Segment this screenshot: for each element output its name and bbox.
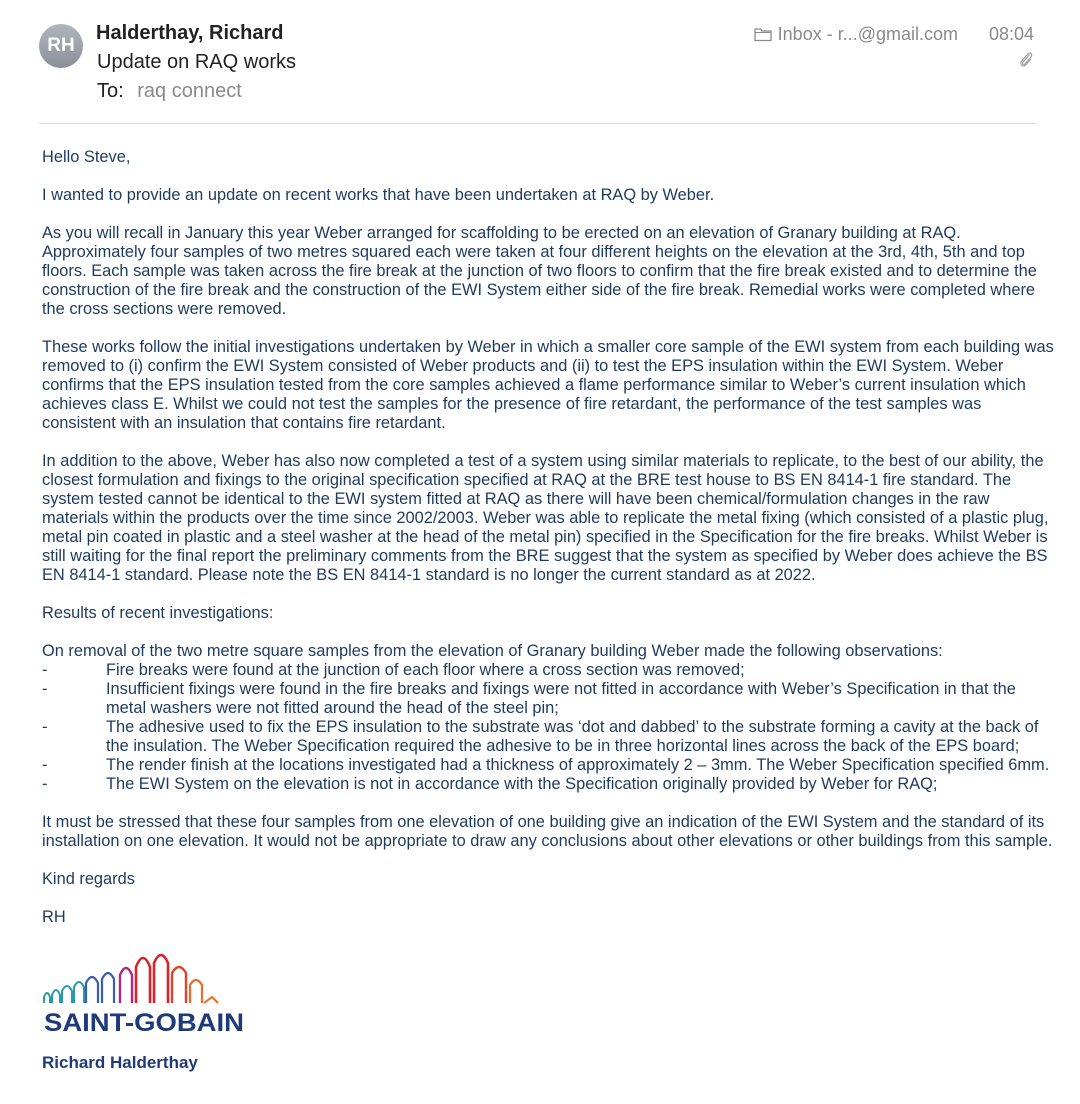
mailbox-folder[interactable] [754,24,958,45]
saint-gobain-logo [42,941,252,1041]
message-body [42,148,1054,1072]
list-item [42,661,1054,680]
greeting: Hello Steve, [42,148,131,166]
list-item [42,756,1054,775]
observations-intro: On removal of the two metre square samples from the elevation of Granary building Weber made the following observations: [42,642,943,660]
signature-name: Richard Halderthay [42,1053,198,1072]
bullet-marker: - [42,661,48,679]
subject-line: Update on RAQ works [97,51,296,73]
list-item [42,775,1054,794]
paragraph-initial-investigations: These works follow the initial investigations undertaken by Weber in which a smaller core sample of the EWI system from each building was removed to (i) confirm the EWI System consisted of Weber products and (ii) to test the EPS insulation within the EWI System. Weber confirms that the EPS insulation tested from the core samples achieved a flame performance similar to Weber’s current insulation which achieves class E. Whilst we could not test the samples for the presence of fire retardant, the performance of the test samples was consistent with an insulation that contains fire retardant. [42,338,1054,432]
bullet-marker: - [42,680,48,698]
paragraph-scaffolding: As you will recall in January this year Weber arranged for scaffolding to be erected on an elevation of Granary building at RAQ. Approximately four samples of two metres squared each were taken at four different heights on the elevation at the 3rd, 4th, 5th and top floors. Each sample was taken across the fire break at the junction of two floors to confirm that the fire break existed and to determine the construction of the fire break and the construction of the EWI System either side of the fire break. Remedial works were completed where the cross sections were removed. [42,224,1037,318]
logo-text: SAINT-GOBAIN [44,1009,244,1037]
list-item-text: The render finish at the locations investigated had a thickness of approximately 2 – 3mm. The Weber Specification specified 6mm. [106,756,1050,774]
paragraph-bre-test: In addition to the above, Weber has also now completed a test of a system using similar materials to replicate, to the best of our ability, the closest formulation and fixings to the original specification specified at RAQ at the BRE test house to BS EN 8414-1 fire standard. The system tested cannot be identical to the EWI system fitted at RAQ as there will have been chemical/formulation changes in the raw materials within the products over the time since 2002/2003. Weber was able to replicate the metal fixing (which consisted of a plastic plug, metal pin coated in plastic and a steel washer at the head of the metal pin) specified in the Specification for the fire breaks. Whilst Weber is still waiting for the final report the preliminary comments from the BRE suggest that the system as specified by Weber does achieve the BS EN 8414-1 standard. Please note the BS EN 8414-1 standard is no longer the current standard as at 2022. [42,452,1049,584]
received-time: 08:04 [988,24,1034,44]
header-divider [39,123,1036,124]
folder-label: Inbox - r...@gmail.com [777,24,958,44]
list-item-text: Fire breaks were found at the junction of each floor where a cross section was removed; [106,661,745,679]
results-heading: Results of recent investigations: [42,604,274,622]
paragraph-caveat: It must be stressed that these four samples from one elevation of one building give an indication of the EWI System and the standard of its installation on one elevation. It would not be appropriate to draw any conclusions about other elevations or other buildings from this sample. [42,813,1053,850]
bullet-marker: - [42,718,48,736]
message-header [0,0,1080,126]
paperclip-icon[interactable] [1018,50,1034,70]
bullet-marker: - [42,756,48,774]
to-row [97,80,242,103]
to-recipient[interactable]: raq connect [137,80,242,102]
bullet-marker: - [42,775,48,793]
list-item [42,718,1054,756]
observations-list [42,661,1054,794]
paragraph-intro: I wanted to provide an update on recent works that have been undertaken at RAQ by Weber. [42,186,715,204]
list-item-text: The EWI System on the elevation is not in accordance with the Specification originally provided by Weber for RAQ; [106,775,938,793]
list-item-text: The adhesive used to fix the EPS insulation to the substrate was ‘dot and dabbed’ to the substrate forming a cavity at the back of the insulation. The Weber Specification required the adhesive to be in three horizontal lines across the back of the EPS board; [106,718,1039,755]
avatar[interactable]: RH [39,24,83,68]
closing: Kind regards [42,870,135,888]
list-item [42,680,1054,718]
to-label: To: [97,80,124,102]
sender-initials: RH [42,908,66,926]
list-item-text: Insufficient fixings were found in the fire breaks and fixings were not fitted in accordance with Weber’s Specification in that the metal washers were not fitted around the head of the steel pin; [106,680,1016,717]
sender-name[interactable]: Halderthay, Richard [96,22,284,44]
folder-icon [754,27,772,42]
